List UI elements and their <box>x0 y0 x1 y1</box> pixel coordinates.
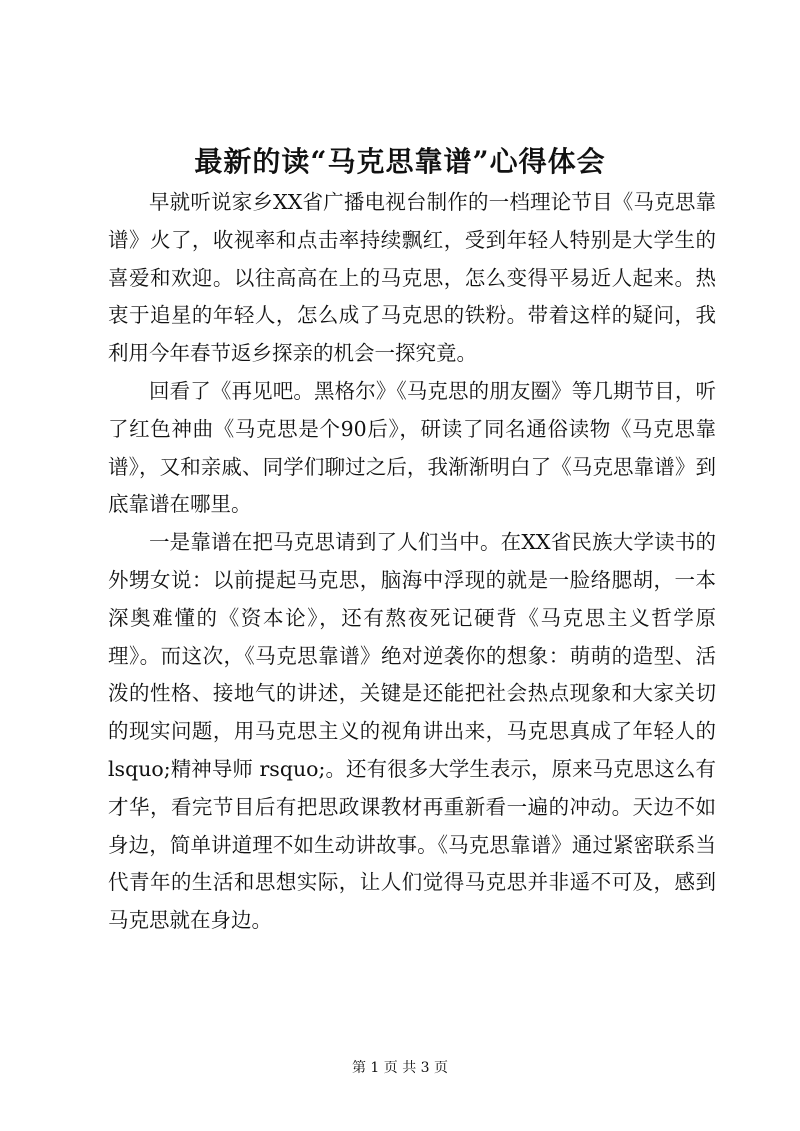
page-footer: 第 1 页 共 3 页 <box>351 1060 449 1076</box>
paragraph-1: 早就听说家乡XX省广播电视台制作的一档理论节目《马克思靠谱》火了，收视率和点击率持续飘红，受到年轻人特别是大学生的喜爱和欢迎。以往高高在上的马克思，怎么变得平易近人起来。热衷于追星的年轻人，怎么成了马克思的铁粉。带着这样的疑问，我利用今年春节返乡探亲的机会一探究竟。 <box>108 190 716 366</box>
paragraph-2: 回看了《再见吧。黑格尔》《马克思的朋友圈》等几期节目，听了红色神曲《马克思是个90后》，研读了同名通俗读物《马克思靠谱》，又和亲戚、同学们聊过之后，我渐渐明白了《马克思靠谱》到底靠谱在哪里。 <box>108 378 716 517</box>
document-body <box>108 184 716 940</box>
document-title: 最新的读“马克思靠谱”心得体会 <box>194 145 606 178</box>
paragraph-3: 一是靠谱在把马克思请到了人们当中。在XX省民族大学读书的外甥女说：以前提起马克思，脑海中浮现的就是一脸络腮胡，一本深奥难懂的《资本论》，还有熬夜死记硬背《马克思主义哲学原理》。而这次，《马克思靠谱》绝对逆袭你的想象：萌萌的造型、活泼的性格、接地气的讲述，关键是还能把社会热点现象和大家关切的现实问题，用马克思主义的视角讲出来，马克思真成了年轻人的 lsquo;精神导师 rsquo;。还有很多大学生表示，原来马克思这么有才华，看完节目后有把思政课教材再重新看一遍的冲动。天边不如身边，简单讲道理不如生动讲故事。《马克思靠谱》通过紧密联系当代青年的生活和思想实际，让人们觉得马克思并非遥不可及，感到马克思就在身边。 <box>108 530 716 933</box>
